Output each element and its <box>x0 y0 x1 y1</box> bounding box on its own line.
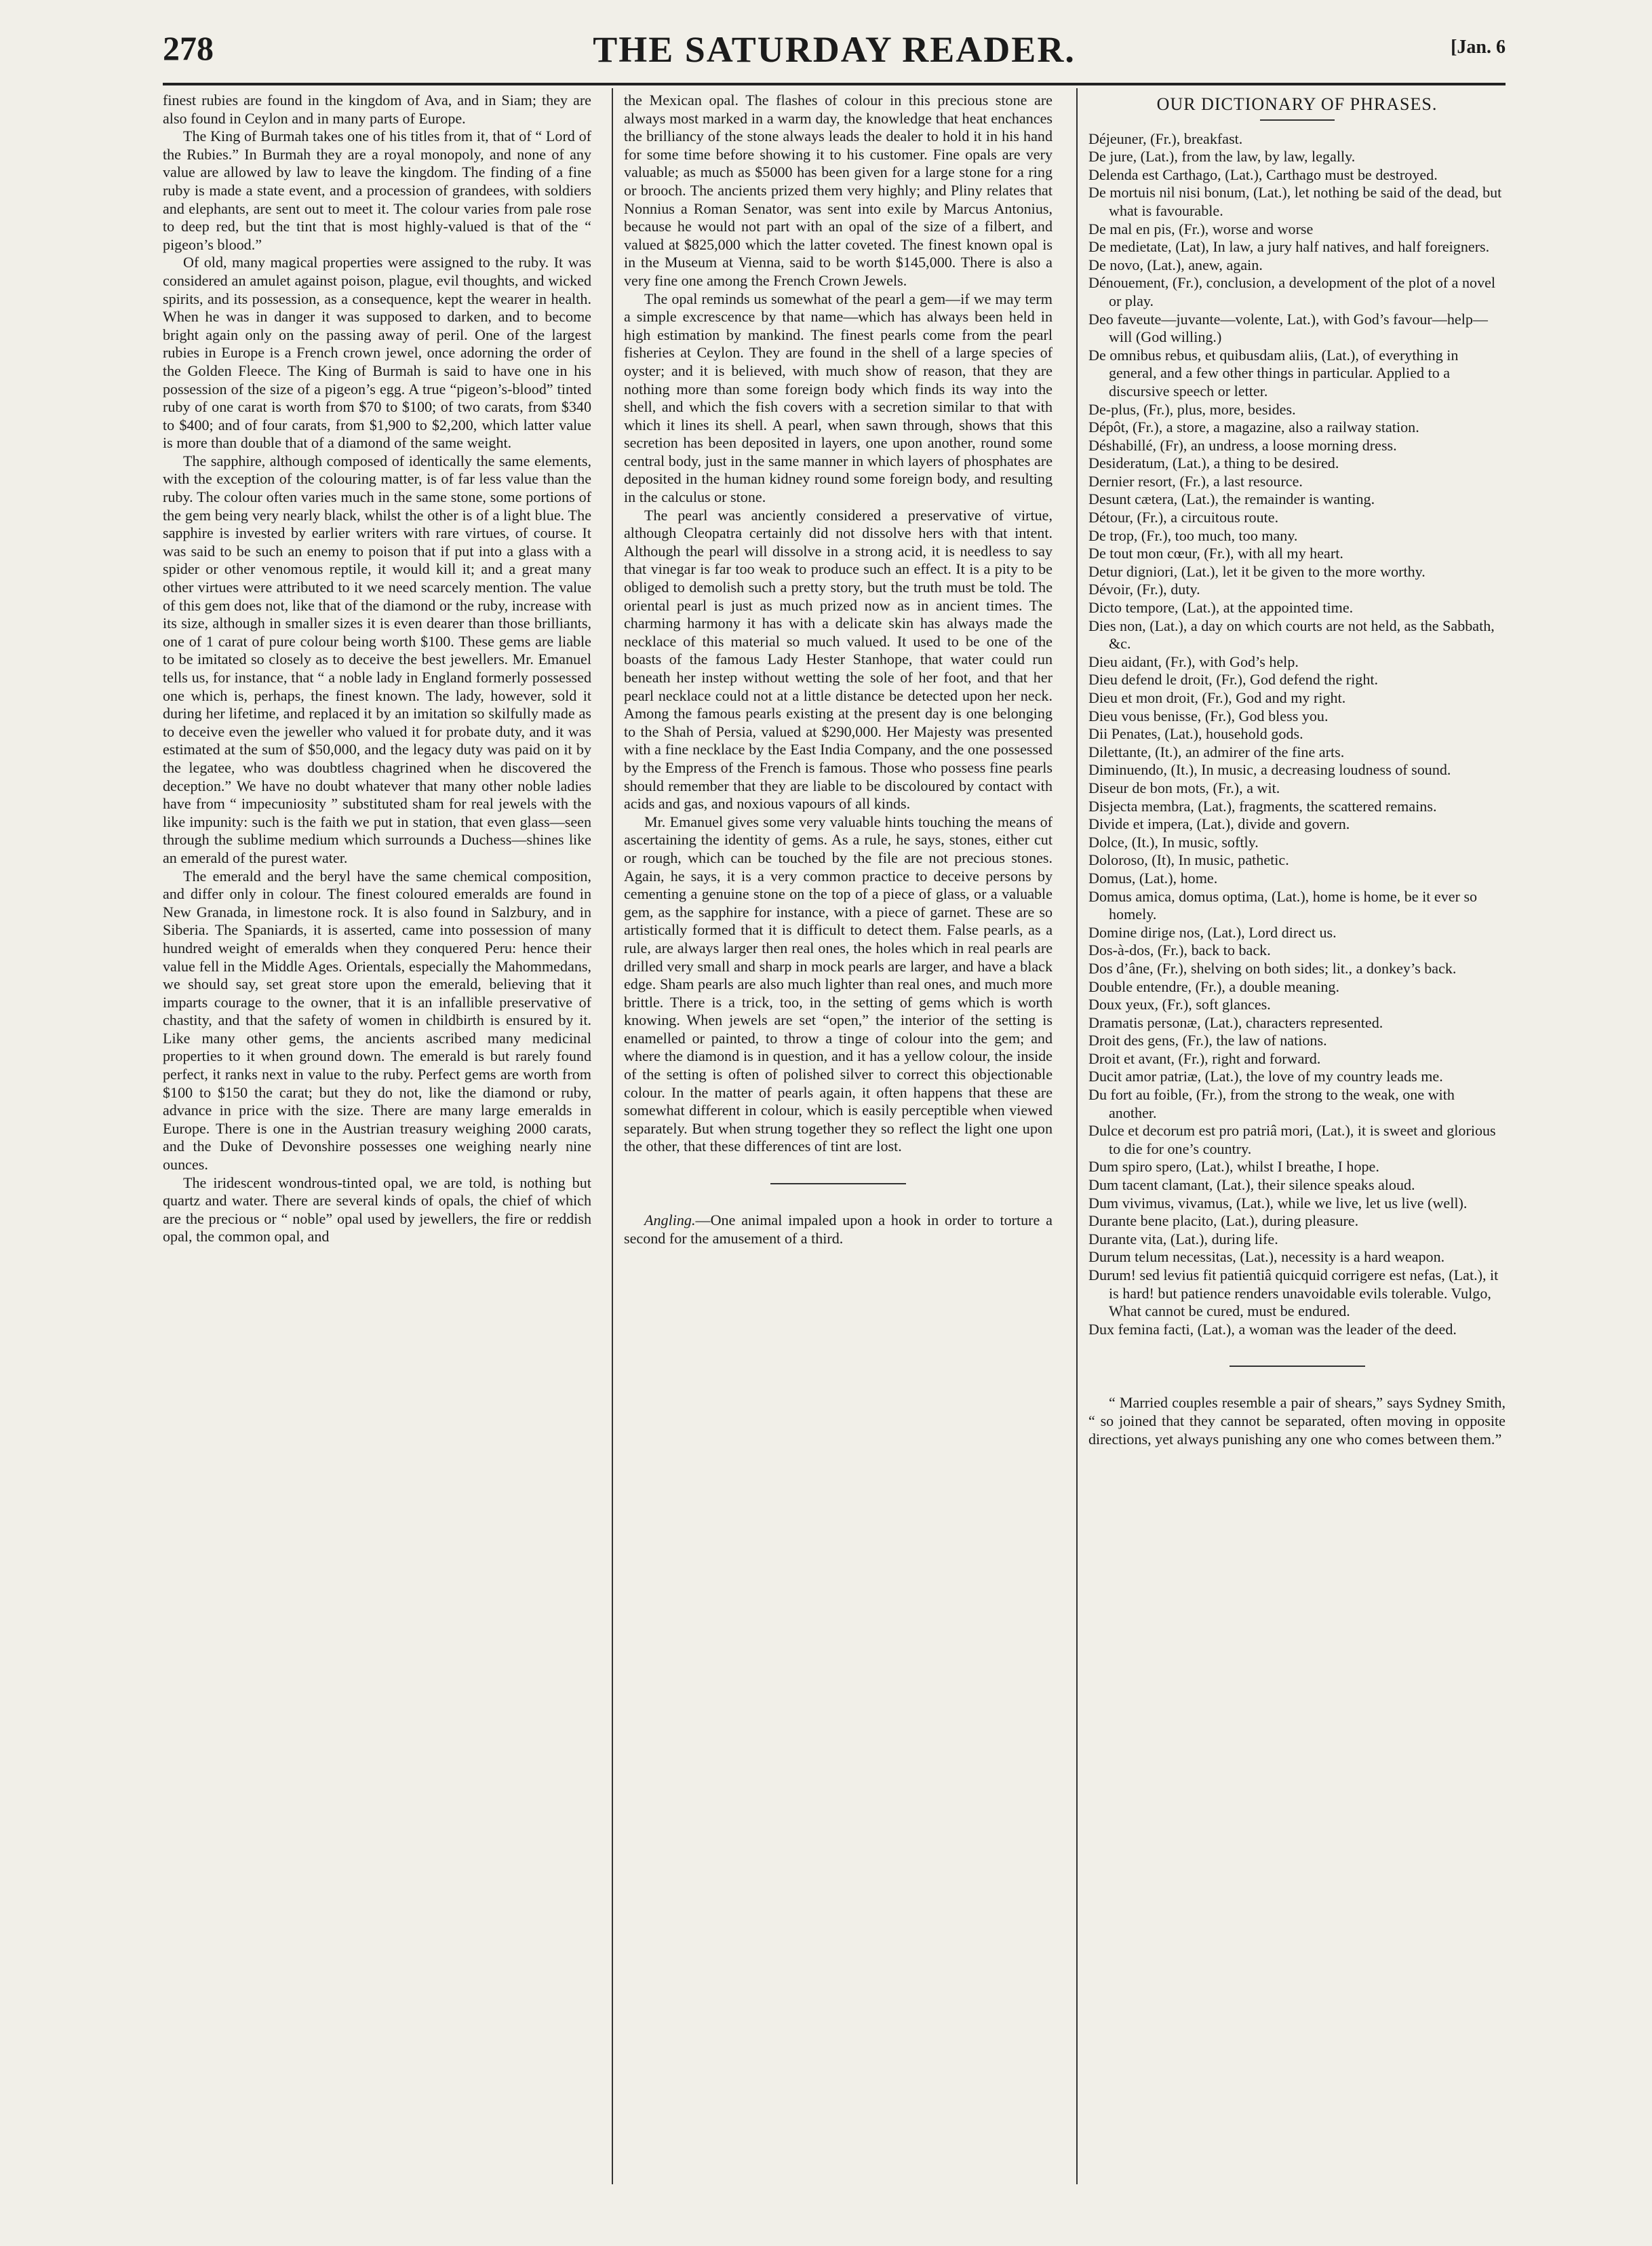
dictionary-entry: Dévoir, (Fr.), duty. <box>1088 581 1200 598</box>
dictionary-entry: Dernier resort, (Fr.), a last resource. <box>1088 472 1303 490</box>
dictionary-entry: Deo faveute—juvante—volente, Lat.), with God’s favour—help—will (God willing.) <box>1088 310 1489 346</box>
column-3 <box>1088 92 1506 2181</box>
dictionary-entry: De mal en pis, (Fr.), worse and worse <box>1088 220 1314 237</box>
dictionary-entry: Dolce, (It.), In music, softly. <box>1088 833 1259 851</box>
anecdote-paragraph: “ Married couples resemble a pair of shears,” says Sydney Smith, “ so joined that they cannot be separated, often moving in opposite directions, yet always punishing any one who comes between them.” <box>1088 1394 1506 1448</box>
dictionary-entry: Dux femina facti, (Lat.), a woman was the leader of the deed. <box>1088 1320 1457 1338</box>
dictionary-entry: Domus, (Lat.), home. <box>1088 869 1218 887</box>
newspaper-title: THE SATURDAY READER. <box>593 29 1076 70</box>
dictionary-entry: De novo, (Lat.), anew, again. <box>1088 256 1263 273</box>
dictionary-list <box>1088 130 1506 1339</box>
paragraph: Mr. Emanuel gives some very valuable hints touching the means of ascertaining the identity of gems. As a rule, he says, stones, either cut or rough, which can be touched by the file are not precious stones. Again, he says, it is a very common practice to deceive persons by cementing a genuine stone on the top of a piece of glass, or a valuable gem, as the sapphire for instance, with a piece of garnet. These are so artistically formed that it is difficult to detect them. False pearls, as a rule, are always larger then real ones, the holes which in real pearls are drilled very small and sharp in mock pearls are larger, and have a black edge. Sham pearls are also much lighter than real ones, and much more brittle. There is a trick, too, in the setting of gems which is worth knowing. When jewels are set “open,” the interior of the setting is enamelled or painted, to throw a tinge of colour into the gem; and where the diamond is in question, and it has a yellow colour, the inside of the setting is often of polished silver to correct this objectionable colour. In the matter of pearls again, it often happens that these are somewhat different in colour, which is easily perceptible when viewed separately. But when strung together they so reflect the light one upon the other, that these differences of tint are lost. <box>624 813 1053 1155</box>
dictionary-entry: Diseur de bon mots, (Fr.), a wit. <box>1088 779 1280 796</box>
angling-paragraph <box>624 1212 1053 1247</box>
dictionary-entry: Durum! sed levius fit patientiâ quicquid corrigere est nefas, (Lat.), it is hard! but patience renders unavoidable evils tolerable. Vulgo, What cannot be cured, must be endured. <box>1088 1266 1499 1320</box>
dictionary-entry: Dulce et decorum est pro patriâ mori, (Lat.), it is sweet and glorious to die for one’s country. <box>1088 1122 1496 1157</box>
dictionary-entry: Droit et avant, (Fr.), right and forward. <box>1088 1049 1321 1067</box>
dictionary-entry: Dieu aidant, (Fr.), with God’s help. <box>1088 653 1299 670</box>
paragraph: finest rubies are found in the kingdom of Ava, and in Siam; they are also found in Ceylon and in many parts of Europe. <box>163 92 591 127</box>
dictionary-entry: De mortuis nil nisi bonum, (Lat.), let nothing be said of the dead, but what is favourable. <box>1088 184 1502 219</box>
paragraph: The opal reminds us somewhat of the pearl a gem—if we may term a simple excrescence by that name—which has always been held in high estimation by mankind. The finest pearls come from the pearl fisheries at Ceylon. They are found in the shell of a large species of oyster; and it is believed, with much show of reason, that they are nothing more than some foreign body which finds its way into the shell, and which the fish covers with a secretion similar to that with which it lines its shell. A pearl, when sawn through, shows that this secretion has been deposited in layers, one upon another, round some central body, just in the same manner in which layers of phosphates are deposited in the human kidney round some foreign body, and resulting in the calculus or stone. <box>624 290 1053 506</box>
header-rule <box>163 83 1506 85</box>
dictionary-entry: Doux yeux, (Fr.), soft glances. <box>1088 996 1271 1013</box>
dictionary-entry: Dicto tempore, (Lat.), at the appointed time. <box>1088 599 1354 617</box>
dictionary-entry: Disjecta membra, (Lat.), fragments, the scattered remains. <box>1088 797 1437 815</box>
dictionary-entry: Dieu defend le droit, (Fr.), God defend the right. <box>1088 671 1379 689</box>
dictionary-entry: Delenda est Carthago, (Lat.), Carthago must be destroyed. <box>1088 166 1438 183</box>
dictionary-entry: Dieu et mon droit, (Fr.), God and my right. <box>1088 689 1346 706</box>
dictionary-entry: Durante vita, (Lat.), during life. <box>1088 1230 1278 1247</box>
dictionary-entry: Domus amica, domus optima, (Lat.), home is home, be it ever so homely. <box>1088 887 1478 923</box>
dictionary-entry: Déshabillé, (Fr), an undress, a loose morning dress. <box>1088 436 1397 454</box>
dictionary-entry: Dii Penates, (Lat.), household gods. <box>1088 725 1303 743</box>
paragraph: Of old, many magical properties were assigned to the ruby. It was considered an amulet against poison, plague, evil thoughts, and wicked spirits, and its possession, as a consequence, kept the wearer in health. When he was in danger it was supposed to darken, and to become bright again only on the passing away of peril. One of the largest rubies in Europe is a French crown jewel, once adorning the order of the Golden Fleece. The King of Burmah is said to have one in his possession of the size of a pigeon’s egg. A true “pigeon’s-blood” tinted ruby of one carat is worth from $70 to $100; of two carats, from $340 to $400; and of four carats, from $1,900 to $2,200, which latter value is more than double that of a diamond of the same weight. <box>163 254 591 452</box>
dictionary-entry: Durum telum necessitas, (Lat.), necessity is a hard weapon. <box>1088 1248 1445 1266</box>
dictionary-entry: Divide et impera, (Lat.), divide and govern. <box>1088 815 1350 833</box>
dictionary-entry: Dos d’âne, (Fr.), shelving on both sides; lit., a donkey’s back. <box>1088 959 1457 977</box>
column-2 <box>624 92 1053 2181</box>
dictionary-entry: Detur digniori, (Lat.), let it be given to the more worthy. <box>1088 562 1425 580</box>
dictionary-entry: Dénouement, (Fr.), conclusion, a development of the plot of a novel or play. <box>1088 274 1496 309</box>
dictionary-entry: Dum spiro spero, (Lat.), whilst I breathe, I hope. <box>1088 1158 1379 1176</box>
dictionary-entry: De jure, (Lat.), from the law, by law, legally. <box>1088 148 1356 166</box>
dictionary-entry: Durante bene placito, (Lat.), during pleasure. <box>1088 1212 1359 1230</box>
dictionary-entry: Ducit amor patriæ, (Lat.), the love of my country leads me. <box>1088 1068 1443 1085</box>
dictionary-entry: De tout mon cœur, (Fr.), with all my heart. <box>1088 545 1343 562</box>
dictionary-entry: De trop, (Fr.), too much, too many. <box>1088 526 1298 544</box>
dictionary-entry: Dépôt, (Fr.), a store, a magazine, also a railway station. <box>1088 419 1419 436</box>
angling-title: Angling. <box>644 1212 696 1229</box>
paragraph: The sapphire, although composed of identically the same elements, with the exception of the colouring matter, is of far less value than the ruby. The colour often varies much in the same stone, some portions of the gem being very nearly black, whilst the other is of a light blue. The sapphire is invested by earlier writers with rare virtues, of course. It was said to be such an enemy to poison that if put into a glass with a spider or other venomous reptile, it would kill it; and a great many other virtues were attributed to it we need scarcely mention. The value of this gem does not, like that of the diamond or the ruby, increase with its size, although in smaller sizes it is even dearer than those brilliants, one of 1 carat of pure colour being worth $100. These gems are liable to be imitated so closely as to deceive the best jewellers. Mr. Emanuel tells us, for instance, that “ a noble lady in England formerly possessed one which is, perhaps, the finest known. The lady, however, sold it during her lifetime, and replaced it by an imitation so skilfully made as to deceive even the jeweller who valued it for probate duty, and it was estimated at the sum of $50,000, and the legacy duty was paid on it by the legatee, who was doubtless chagrined when he discovered the deception.” We have no doubt whatever that many other noble ladies have from “ impecuniosity ” substituted sham for real jewels with the like impunity: such is the faith we put in station, that even glass—seen through the sublime medium which surrounds a Duchess—shines like an emerald of the purest water. <box>163 452 591 866</box>
dictionary-entry: Doloroso, (It), In music, pathetic. <box>1088 851 1289 869</box>
page-number: 278 <box>163 29 214 67</box>
dictionary-entry: Dum vivimus, vivamus, (Lat.), while we live, let us live (well). <box>1088 1194 1468 1212</box>
paragraph: the Mexican opal. The flashes of colour in this precious stone are always most marked in a warm day, the knowledge that heat enchances the brilliancy of the stone always leads the dealer to hold it in his hand for some time before showing it to his customer. Fine opals are very valuable; as much as $5000 has been given for a large stone for a ring or brooch. The ancients prized them very highly; and Pliny relates that Nonnius a Roman Senator, was sent into exile by Marcus Antonius, because he would not part with an opal of the size of a filbert, and valued at $825,000 which the latter coveted. The finest known opal is in the Museum at Vienna, said to be worth $145,000. There is also a very fine one among the French Crown Jewels. <box>624 92 1053 289</box>
dictionary-entry: Droit des gens, (Fr.), the law of nations. <box>1088 1032 1327 1049</box>
dictionary-entry: Déjeuner, (Fr.), breakfast. <box>1088 130 1243 147</box>
dictionary-entry: De omnibus rebus, et quibusdam aliis, (Lat.), of everything in general, and a few other things in particular. Applied to a discursive speech or letter. <box>1088 346 1459 400</box>
angling-text: —One animal impaled upon a hook in order to torture a second for the amusement of a third. <box>624 1212 1053 1247</box>
paragraph: The emerald and the beryl have the same chemical composition, and differ only in colour. The finest coloured emeralds are found in New Granada, in limestone rock. It is also found in Salzbury, and in Siberia. The Spaniards, it is asserted, came into possession of many hundred weight of emeralds when they conquered Peru: hence their value fell in the Middle Ages. Orientals, especially the Mahommedans, we should say, set great store upon the emerald, believing that it imparts courage to the owner, that it is an infallible preservative of chastity, and that the safety of women in childbirth is ensured by it. Like many other gems, the ancients ascribed many medicinal properties to it when ground down. The emerald is but rarely found perfect, it ranks next in value to the ruby. Perfect gems are worth from $100 to $150 the carat; but they do not, like the diamond or ruby, advance in price with the size. There are many large emeralds in Europe. There is one in the Austrian treasury weighing 2000 carats, and the Duke of Devonshire possesses one weighing nearly nine ounces. <box>163 867 591 1174</box>
column-1 <box>163 92 591 2181</box>
dictionary-entry: Dos-à-dos, (Fr.), back to back. <box>1088 942 1271 959</box>
dictionary-entry: Domine dirige nos, (Lat.), Lord direct us. <box>1088 923 1337 941</box>
dictionary-entry: Dies non, (Lat.), a day on which courts are not held, as the Sabbath, &c. <box>1088 617 1495 653</box>
section-separator <box>1230 1366 1365 1367</box>
column-rule-2 <box>1076 88 1078 2184</box>
dictionary-title: OUR DICTIONARY OF PHRASES. <box>1156 94 1438 114</box>
dictionary-entry: Desideratum, (Lat.), a thing to be desired. <box>1088 454 1339 472</box>
dictionary-entry: Diminuendo, (It.), In music, a decreasing loudness of sound. <box>1088 761 1451 779</box>
dictionary-entry: Du fort au foible, (Fr.), from the strong to the weak, one with another. <box>1088 1086 1455 1121</box>
dictionary-entry: De-plus, (Fr.), plus, more, besides. <box>1088 400 1296 418</box>
dictionary-entry: Desunt cætera, (Lat.), the remainder is wanting. <box>1088 490 1375 508</box>
paragraph: The pearl was anciently considered a preservative of virtue, although Cleopatra certainly did not dissolve hers with that intent. Although the pearl will dissolve in a strong acid, it is needless to say that vinegar is far too weak to produce such an effect. It is a pity to be obliged to demolish such a pretty story, but the truth must be told. The oriental pearl is just as much prized now as in ancient times. The charming harmony it has with a delicate skin has always made the necklace of this material so much valued. It used to be one of the boasts of the famous Lady Hester Stanhope, that water could run beneath her instep without wetting the sole of her foot, and that her pearl necklace could not at a little distance be detected upon her neck. Among the famous pearls existing at the present day is one belonging to the Shah of Persia, valued at $290,000. Her Majesty was presented with a fine necklace by the East India Company, and the one possessed by the Empress of the French is famous. Those who possess fine pearls should remember that they are liable to be discoloured by contact with acids and gas, and noxious vapours of all kinds. <box>624 506 1053 813</box>
dictionary-entry: Dieu vous benisse, (Fr.), God bless you. <box>1088 707 1329 724</box>
column-rule-1 <box>612 88 613 2184</box>
dictionary-entry: De medietate, (Lat), In law, a jury half natives, and half foreigners. <box>1088 238 1490 256</box>
section-separator <box>770 1183 906 1184</box>
dictionary-entry: Dum tacent clamant, (Lat.), their silence speaks aloud. <box>1088 1176 1415 1194</box>
dictionary-entry: Détour, (Fr.), a circuitous route. <box>1088 509 1279 526</box>
paragraph: The King of Burmah takes one of his titles from it, that of “ Lord of the Rubies.” In Burmah they are a royal monopoly, and none of any value are allowed by law to leave the kingdom. The finding of a fine ruby is made a state event, and a procession of grandees, with soldiers and elephants, are sent out to meet it. The colour varies from pale rose to deep red, but the tint that is most highly-valued is that of the “ pigeon’s blood.” <box>163 128 591 253</box>
dictionary-entry: Double entendre, (Fr.), a double meaning. <box>1088 977 1339 995</box>
page-header <box>163 28 1506 72</box>
paragraph: The iridescent wondrous-tinted opal, we are told, is nothing but quartz and water. There are several kinds of opals, the chief of which are the precious or “ noble” opal used by jewellers, the fire or reddish opal, the common opal, and <box>163 1174 591 1245</box>
title-rule <box>1260 119 1335 121</box>
dictionary-entry: Dramatis personæ, (Lat.), characters represented. <box>1088 1013 1383 1031</box>
issue-date: [Jan. 6 <box>1451 37 1506 58</box>
dictionary-entry: Dilettante, (It.), an admirer of the fine arts. <box>1088 743 1345 760</box>
